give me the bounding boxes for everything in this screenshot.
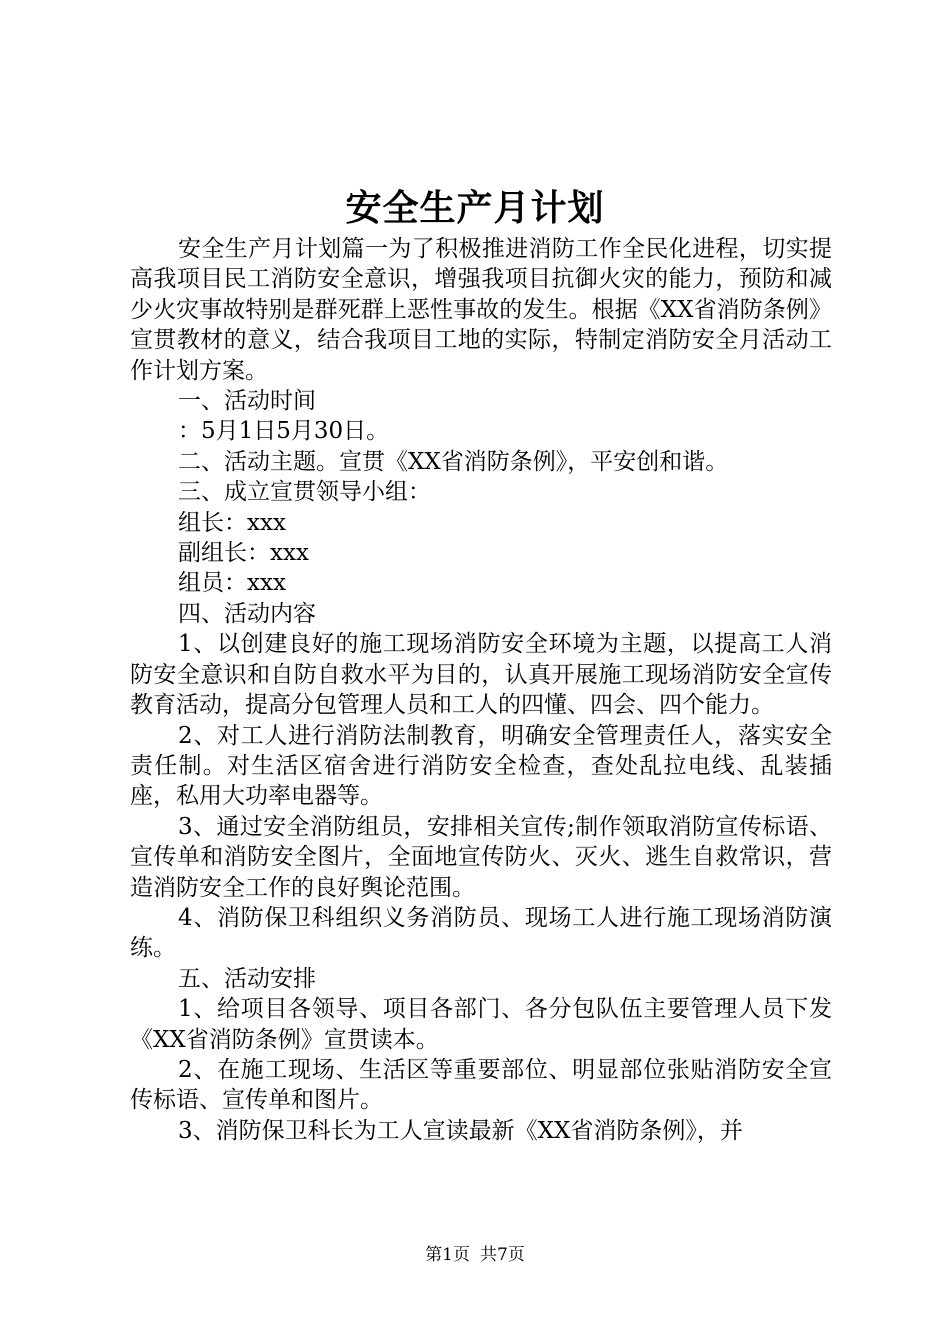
page-footer — [0, 1244, 950, 1266]
heading-activity-arrangement: 五、活动安排 — [178, 965, 316, 992]
paragraph-arrangement-item-3: 3、消防保卫科长为工人宣读最新《XX省消防条例》，并 — [178, 1117, 743, 1144]
paragraph-group-members: 组员：xxx — [178, 570, 286, 597]
page-total: 共7页 — [480, 1245, 525, 1265]
paragraph-activity-date: ：5月1日5月30日。 — [178, 418, 390, 445]
paragraph-content-item-1: 1、以创建良好的施工现场消防安全环境为主题，以提高工人消防安全意识和自防自救水平为目的，认真开展施工现场消防安全宣传教育活动，提高分包管理人员和工人的四懂、四会、四个能力。 — [130, 631, 832, 719]
paragraph-content-item-4: 4、消防保卫科组织义务消防员、现场工人进行施工现场消防演练。 — [130, 904, 832, 962]
paragraph-intro: 安全生产月计划篇一为了积极推进消防工作全民化进程，切实提高我项目民工消防安全意识，增强我项目抗御火灾的能力，预防和减少火灾事故特别是群死群上恶性事故的发生。根据《XX省消防条例》宣贯教材的意义，结合我项目工地的实际，特制定消防安全月活动工作计划方案。 — [130, 236, 832, 384]
document-title: 安全生产月计划 — [345, 187, 605, 229]
paragraph-group-leader: 组长：xxx — [178, 509, 286, 536]
heading-leadership-group: 三、成立宣贯领导小组： — [178, 479, 431, 506]
paragraph-content-item-3: 3、通过安全消防组员，安排相关宣传;制作领取消防宣传标语、宣传单和消防安全图片，全面地宣传防火、灭火、逃生自救常识，营造消防安全工作的良好舆论范围。 — [130, 813, 832, 901]
heading-activity-content: 四、活动内容 — [178, 600, 316, 627]
paragraph-content-item-2: 2、对工人进行消防法制教育，明确安全管理责任人，落实安全责任制。对生活区宿舍进行消防安全检查，查处乱拉电线、乱装插座，私用大功率电器等。 — [130, 722, 832, 810]
page-number: 第1页 — [425, 1245, 470, 1265]
document-body — [130, 234, 832, 1146]
paragraph-arrangement-item-1: 1、给项目各领导、项目各部门、各分包队伍主要管理人员下发《XX省消防条例》宣贯读本。 — [130, 996, 832, 1053]
heading-activity-time: 一、活动时间 — [178, 388, 316, 415]
heading-activity-theme: 二、活动主题。宣贯《XX省消防条例》，平安创和谐。 — [178, 448, 729, 475]
paragraph-arrangement-item-2: 2、在施工现场、生活区等重要部位、明显部位张贴消防安全宣传标语、宣传单和图片。 — [130, 1056, 832, 1114]
paragraph-deputy-leader: 副组长：xxx — [178, 540, 309, 567]
